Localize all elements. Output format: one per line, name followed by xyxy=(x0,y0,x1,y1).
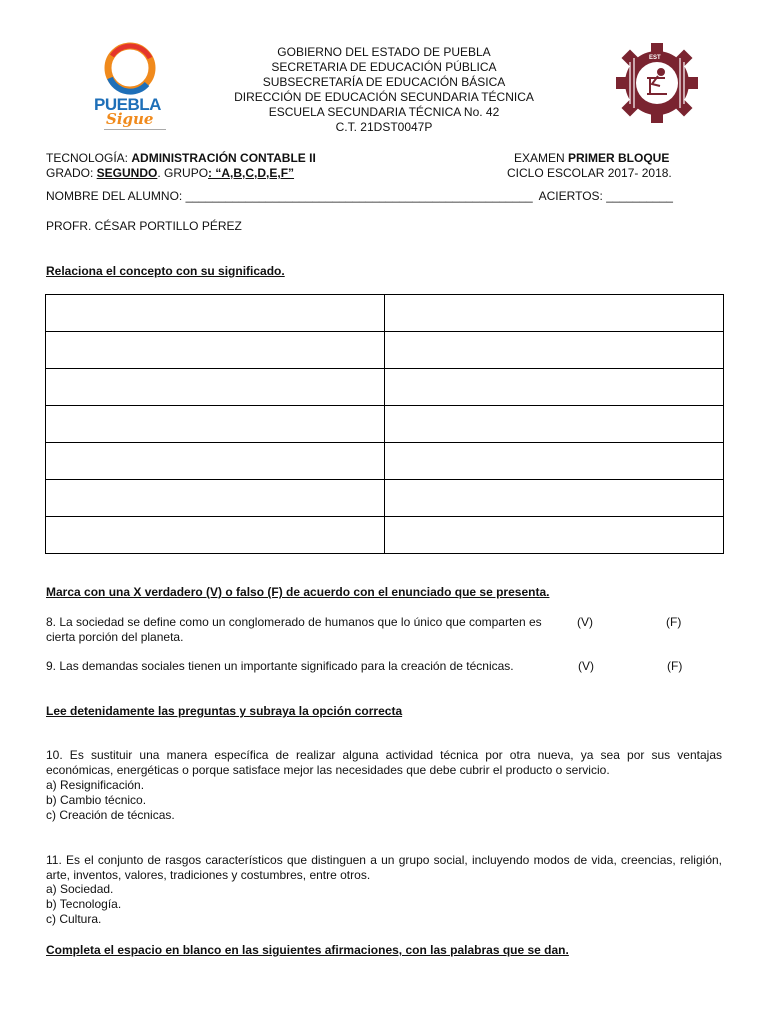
question-11-option-a[interactable]: a) Sociedad. xyxy=(46,882,114,896)
concept-cell[interactable] xyxy=(46,295,385,332)
header-line-2: SECRETARIA DE EDUCACIÓN PÚBLICA xyxy=(271,60,497,74)
table-row xyxy=(46,517,724,554)
tf-item-8: 8. La sociedad se define como un conglomerado de humanos que lo único que comparten es cierta porción del planeta. xyxy=(46,615,542,644)
grupo-label: . GRUPO xyxy=(157,166,209,180)
tf-item-8-f[interactable]: (F) xyxy=(666,615,682,629)
question-11-option-b[interactable]: b) Tecnología. xyxy=(46,897,122,911)
concept-cell[interactable] xyxy=(46,332,385,369)
header-line-4: DIRECCIÓN DE EDUCACIÓN SECUNDARIA TÉCNICA xyxy=(234,90,534,104)
concept-cell[interactable] xyxy=(46,517,385,554)
tf-item-9-v[interactable]: (V) xyxy=(578,659,594,673)
header-line-1: GOBIERNO DEL ESTADO DE PUEBLA xyxy=(277,45,491,59)
table-row xyxy=(46,406,724,443)
concept-cell[interactable] xyxy=(46,443,385,480)
grado-label: GRADO: xyxy=(46,166,97,180)
concept-cell[interactable] xyxy=(46,480,385,517)
grado-row xyxy=(46,166,294,180)
question-11-option-c[interactable]: c) Cultura. xyxy=(46,912,102,926)
meaning-cell[interactable] xyxy=(385,443,724,480)
swirl-icon xyxy=(92,38,172,98)
school-gear-seal xyxy=(614,42,700,124)
meaning-cell[interactable] xyxy=(385,332,724,369)
tf-item-9-f[interactable]: (F) xyxy=(667,659,683,673)
grupo-value: : “A,B,C,D,E,F” xyxy=(208,166,295,180)
table-row xyxy=(46,369,724,406)
tf-item-8-v[interactable]: (V) xyxy=(577,615,593,629)
meaning-cell[interactable] xyxy=(385,480,724,517)
section-title-completa: Completa el espacio en blanco en las siguientes afirmaciones, con las palabras que se dan. xyxy=(46,943,569,957)
table-row xyxy=(46,332,724,369)
tf-item-9: 9. Las demandas sociales tienen un importante significado para la creación de técnicas. xyxy=(46,659,514,673)
meaning-cell[interactable] xyxy=(385,295,724,332)
examen-label: EXAMEN xyxy=(514,151,569,165)
concept-cell[interactable] xyxy=(46,406,385,443)
question-11-stem: 11. Es el conjunto de rasgos característicos que distinguen a un grupo social, incluyendo modos de vida, creencias, religión, arte, inventos, valores, tradiciones y costumbres, entre otros. xyxy=(46,853,722,882)
ciclo-escolar: CICLO ESCOLAR 2017- 2018. xyxy=(507,166,672,180)
section-title-subraya: Lee detenidamente las preguntas y subraya la opción correcta xyxy=(46,704,403,718)
grado-value: SEGUNDO xyxy=(96,166,158,180)
section-title-relaciona: Relaciona el concepto con su significado. xyxy=(46,264,285,278)
meaning-cell[interactable] xyxy=(385,406,724,443)
header-line-5: ESCUELA SECUNDARIA TÉCNICA No. 42 xyxy=(268,105,500,119)
examen-value: PRIMER BLOQUE xyxy=(568,151,670,165)
section-title-verdadero-falso: Marca con una X verdadero (V) o falso (F) de acuerdo con el enunciado que se presenta. xyxy=(46,585,550,599)
seal-label: EST xyxy=(649,55,661,61)
question-10-option-a[interactable]: a) Resignificación. xyxy=(46,778,145,792)
question-10-stem: 10. Es sustituir una manera específica de realizar alguna actividad técnica por otra nueva, ya sea por sus ventajas económicas, energéticas o porque satisface mejor las necesidades que debe cubrir el producto o servicio. xyxy=(46,748,722,777)
header-line-3: SUBSECRETARÍA DE EDUCACIÓN BÁSICA xyxy=(262,75,506,89)
table-row xyxy=(46,443,724,480)
question-10-option-b[interactable]: b) Cambio técnico. xyxy=(46,793,147,807)
tecnologia-label: TECNOLOGÍA: xyxy=(46,151,132,165)
concept-cell[interactable] xyxy=(46,369,385,406)
profesor-name: PROFR. CÉSAR PORTILLO PÉREZ xyxy=(46,219,242,233)
tecnologia-value: ADMINISTRACIÓN CONTABLE II xyxy=(131,151,316,165)
header-block xyxy=(200,45,568,137)
nombre-aciertos-line: NOMBRE DEL ALUMNO: ____________________________________________________ ACIERTOS: __________ xyxy=(46,189,673,203)
table-row xyxy=(46,295,724,332)
question-10-option-c[interactable]: c) Creación de técnicas. xyxy=(46,808,175,822)
meaning-cell[interactable] xyxy=(385,517,724,554)
logo-word-puebla: PUEBLA xyxy=(94,95,161,114)
tecnologia-row xyxy=(46,151,316,165)
logo-tagline-line xyxy=(104,129,166,130)
puebla-sigue-logo xyxy=(92,38,172,133)
header-line-6: C.T. 21DST0047P xyxy=(335,120,433,134)
logo-word-sigue: Sigue xyxy=(106,110,154,128)
table-row xyxy=(46,480,724,517)
examen-row xyxy=(514,151,669,165)
matching-table xyxy=(45,294,724,554)
meaning-cell[interactable] xyxy=(385,369,724,406)
